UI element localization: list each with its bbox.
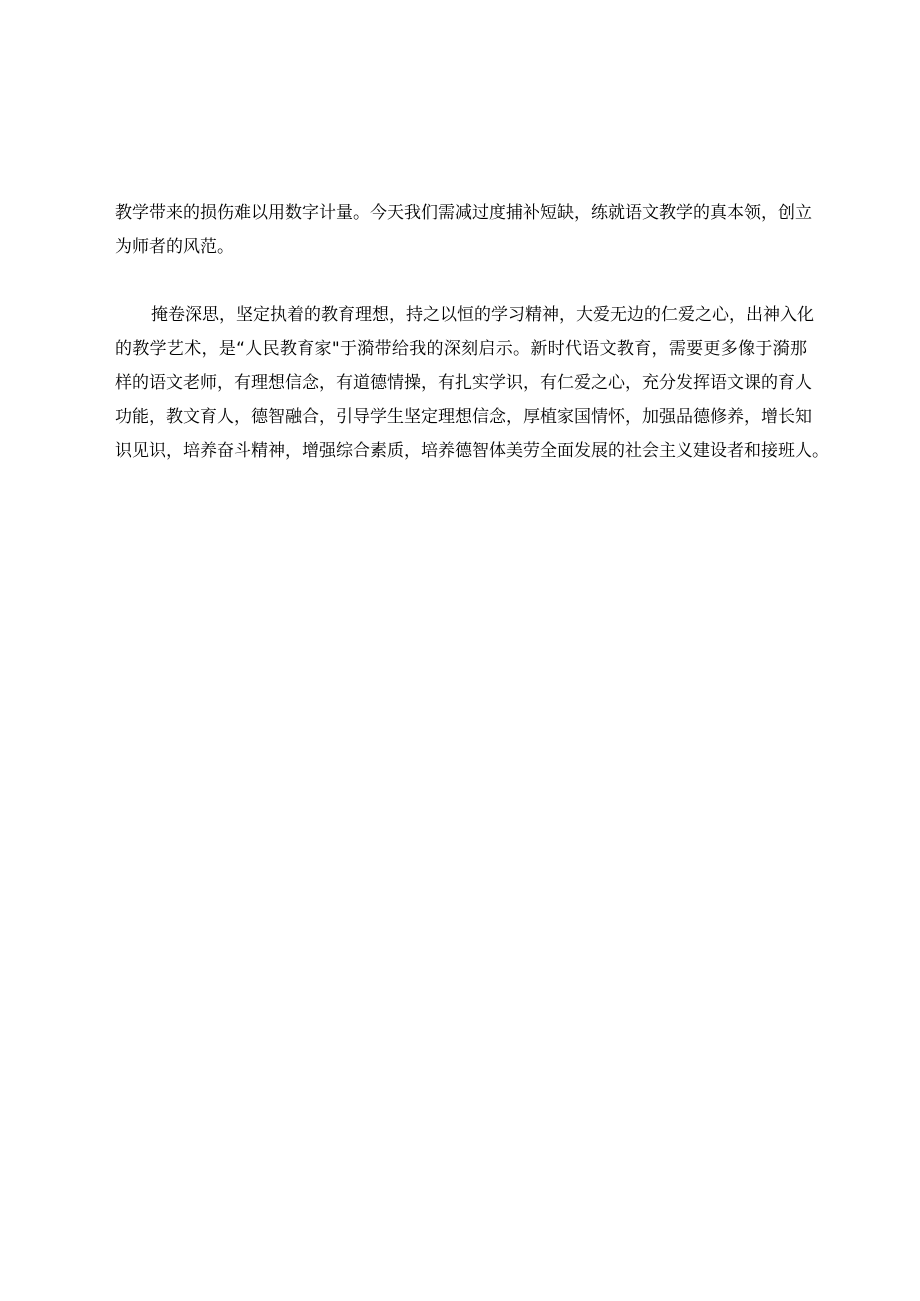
text-line: 的教学艺术，是“人民教育家"于漪带给我的深刻启示。新时代语文教育，需要更多像于漪那 (115, 339, 807, 359)
text-line: 识见识，培养奋斗精神，增强综合素质，培养德智体美劳全面发展的社会主义建设者和接班人。 (115, 441, 829, 461)
text-line: 为师者的风范。 (115, 237, 234, 257)
paragraph-1 (115, 196, 812, 264)
text-line: 教学带来的损伤难以用数字计量。今天我们需减过度捕补短缺，练就语文教学的真本领，创立 (115, 203, 812, 223)
paragraph-2 (115, 298, 829, 468)
text-line: 功能，教文育人，德智融合，引导学生坚定理想信念，厚植家国情怀，加强品德修养，增长知 (115, 407, 812, 427)
text-line: 样的语文老师，有理想信念，有道德情操，有扎实学识，有仁爱之心，充分发挥语文课的育人 (115, 373, 812, 393)
document-body (115, 196, 829, 468)
text-line: 掩卷深思，坚定执着的教育理想，持之以恒的学习精神，大爱无边的仁爱之心，出神入化 (151, 305, 814, 325)
paragraph-spacer (115, 264, 807, 298)
